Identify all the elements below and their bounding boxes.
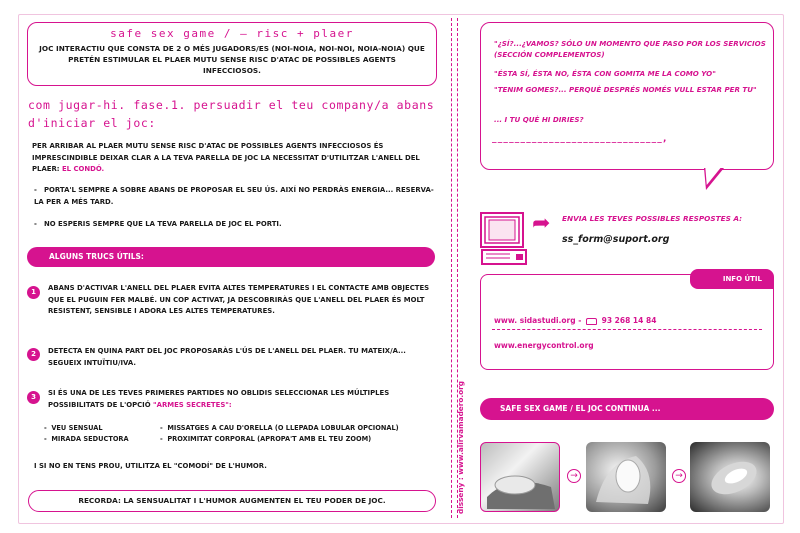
sub-option: - MIRADA SEDUCTORA — [44, 435, 129, 443]
design-credit: disseny : www.alirvamadero.org — [456, 381, 465, 514]
quote-text: "TENIM GOMES?... PERQUÈ DESPRÉS NOMÉS VULL ESTAR PER TU" — [494, 85, 757, 94]
sub-option-text: VEU SENSUAL — [51, 424, 103, 432]
quote-text: "ÉSTA SÍ, ÉSTA NO, ÉSTA CON GOMITA ME LA COMO YO" — [494, 69, 716, 78]
computer-icon — [480, 212, 528, 268]
sidastudi-link[interactable]: www. sidastudi.org - — [494, 316, 582, 325]
bullet-item — [34, 185, 434, 208]
humor-tip: I SI NO EN TENS PROU, UTILITZA EL "COMODÍ" DE L'HUMOR. — [34, 462, 267, 470]
game-title-box — [27, 22, 437, 86]
tips-header: ALGUNS TRUCS ÚTILS: — [27, 247, 435, 267]
answer-line: ______________________________, — [492, 134, 668, 144]
condom-highlight: EL CONDÓ. — [61, 165, 105, 173]
tip-number-badge: 1 — [27, 286, 40, 299]
tip-text: DETECTA EN QUINA PART DEL JOC PROPOSARÀS L'ÚS DE L'ANELL DEL PLAER. TU MATEIX/A... SEGUEIX INTUÏTIU/IVA. — [48, 347, 406, 367]
condom-photo-1 — [480, 442, 560, 512]
tip-number-badge: 2 — [27, 348, 40, 361]
bullet-dash: - — [34, 220, 37, 228]
secret-weapons-highlight: "ARMES SECRETES": — [153, 400, 232, 409]
condom-photo-3 — [690, 442, 770, 512]
info-divider — [492, 329, 762, 330]
info-link-row — [494, 316, 656, 325]
sub-option-text: PROXIMITAT CORPORAL (APROPA'T AMB EL TEU ZOOM) — [167, 435, 372, 443]
next-arrow-icon: → — [672, 469, 686, 483]
quote-question: ... I TU QUÈ HI DIRIES? — [494, 115, 584, 124]
photo-shape — [481, 443, 560, 512]
info-tab: INFO ÚTIL — [690, 269, 774, 289]
bullet-text: PORTA'L SEMPRE A SOBRE ABANS DE PROPOSAR EL SEU ÚS. AIXÍ NO PERDRÀS ENERGIA... RESERVA-LA PER A MÉS TARD. — [34, 186, 434, 206]
bullet-item — [34, 219, 434, 231]
send-label: ENVIA LES TEVES POSSIBLES RESPOSTES A: — [562, 214, 743, 223]
tip-text-main: SI ÉS UNA DE LES TEVES PRIMERES PARTIDES NO OBLIDIS SELECCIONAR LES MÚLTIPLES POSSIBILITATS DE L'OPCIÓ — [48, 389, 390, 409]
game-description: JOC INTERACTIU QUE CONSTA DE 2 O MÉS JUGADORS/ES (NOI-NOIA, NOI-NOI, NOIA-NOIA) QUE PRETÉN ESTIMULAR EL PLAER MUTU SENSE RISC D'ATAC DE POSSIBLES AGENTS INFECCIOSOS. — [39, 44, 425, 75]
sub-option: - MISSATGES A CAU D'ORELLA (O LLEPADA LOBULAR OPCIONAL) — [160, 424, 399, 432]
energycontrol-link[interactable]: www.energycontrol.org — [494, 341, 594, 350]
condom-photo-2 — [586, 442, 666, 512]
reminder-box: RECORDA: LA SENSUALITAT I L'HUMOR AUGMENTEN EL TEU PODER DE JOC. — [28, 490, 436, 512]
quote-text: "¿SÍ?...¿VAMOS? SÓLO UN MOMENTO QUE PASO POR LOS SERVICIOS (SECCIÓN COMPLEMENTOS) — [494, 39, 766, 59]
tip-number-badge: 3 — [27, 391, 40, 404]
photo-shape — [690, 442, 770, 512]
sub-option-text: MISSATGES A CAU D'ORELLA (O LLEPADA LOBULAR OPCIONAL) — [167, 424, 399, 432]
game-title: safe sex game / – risc + plaer — [110, 27, 354, 40]
tip-text: ABANS D'ACTIVAR L'ANELL DEL PLAER EVITA ALTES TEMPERATURES I EL CONTACTE AMB OBJECTES QUE EL PUGUIN FER MALBÉ. UN COP ACTIVAT, JA DESCOBRIRÀS QUE L'ANELL DEL PLAER ÉS MOLT RESISTENT, SENSIBLE I ADORA LES ALTES TEMPERATURES. — [48, 284, 430, 315]
phone-icon — [586, 318, 597, 325]
send-email-link[interactable]: ss_form@suport.org — [562, 234, 670, 245]
phone-number[interactable]: 93 268 14 84 — [601, 316, 657, 325]
bullet-text: NO ESPERIS SEMPRE QUE LA TEVA PARELLA DE JOC EL PORTI. — [44, 220, 282, 228]
sub-option: - PROXIMITAT CORPORAL (APROPA'T AMB EL TEU ZOOM) — [160, 435, 372, 443]
bullet-dash: - — [34, 186, 37, 194]
how-to-play-paragraph — [32, 141, 432, 176]
sub-option-text: MIRADA SEDUCTORA — [51, 435, 129, 443]
sub-option: - VEU SENSUAL — [44, 424, 103, 432]
photo-shape — [586, 442, 666, 512]
send-arrow-icon: ➦ — [532, 211, 551, 236]
tip-text — [48, 388, 440, 411]
how-to-play-heading: com jugar-hi. fase.1. persuadir el teu company/a abans d'iniciar el joc: — [28, 98, 435, 130]
paragraph-text: PER ARRIBAR AL PLAER MUTU SENSE RISC D'ATAC DE POSSIBLES AGENTS INFECCIOSOS ÉS IMPRESCINDIBLE DEIXAR CLAR A LA TEVA PARELLA DE JOC LA NECESSITAT D'UTILITZAR L'ANELL DEL PLAER: — [32, 142, 420, 173]
game-continues-header: SAFE SEX GAME / EL JOC CONTINUA ... — [480, 398, 774, 420]
next-arrow-icon: → — [567, 469, 581, 483]
